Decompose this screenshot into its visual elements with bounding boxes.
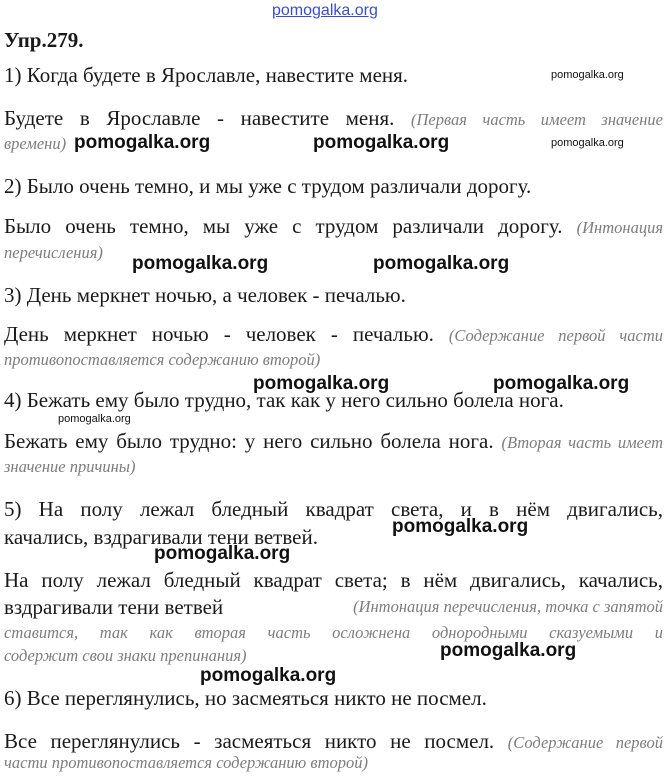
item-3-note-cont: противопоставляется содержанию второй) (4, 350, 321, 369)
item-3-answer-text: День меркнет ночью - человек - печалью. (4, 322, 434, 346)
watermark-big: pomogalka.org (154, 543, 291, 564)
item-3-original: 3) День меркнет ночью, а человек - печалью. (4, 283, 406, 307)
watermark-big: pomogalka.org (440, 640, 577, 661)
item-5-note-cont: ставится, так как вторая часть осложнена однородными сказуемыми и (4, 623, 663, 642)
item-2-answer-text: Было очень темно, мы уже с трудом различали дорогу. (4, 214, 563, 238)
item-2-original: 2) Было очень темно, и мы уже с трудом различали дорогу. (4, 174, 532, 198)
item-4-answer-text: Бежать ему было трудно: у него сильно болела нога. (4, 429, 494, 453)
item-6-answer-text: Все переглянулись - засмеяться никто не посмел. (4, 729, 495, 753)
item-5-note: (Интонация перечисления, точка с запятой (353, 597, 663, 616)
item-1-note: (Первая часть имеет значение (411, 110, 663, 129)
watermark-big: pomogalka.org (493, 373, 630, 394)
item-5-answer: На полу лежал бледный квадрат света; в нём двигались, качались, (4, 568, 663, 592)
site-header-link[interactable]: pomogalka.org (272, 2, 378, 19)
item-4-original: 4) Бежать ему было трудно, так как у него сильно болела нога. (4, 388, 564, 412)
watermark-big: pomogalka.org (200, 665, 337, 686)
watermark-big: pomogalka.org (392, 516, 529, 537)
item-1-answer (4, 105, 663, 133)
item-4-note-cont: значение причины) (4, 457, 136, 476)
watermark-small: pomogalka.org (551, 137, 624, 149)
item-5-original-cont: качались, вздрагивали тени ветвей. (4, 525, 318, 549)
item-6-note-cont: части противопоставляется содержанию второй) (4, 753, 369, 772)
exercise-title: Упр.279. (4, 28, 84, 52)
item-1-answer-text: Будете в Ярославле - навестите меня. (4, 106, 395, 130)
item-5-answer-cont (4, 594, 663, 620)
item-6-note: (Содержание первой (507, 733, 663, 752)
item-3-note: (Содержание первой части (448, 326, 664, 345)
item-4-answer (4, 428, 663, 456)
item-1-note-cont: времени) (4, 134, 67, 153)
item-3-answer (4, 321, 663, 349)
item-4-note: (Вторая часть имеет (501, 433, 663, 452)
watermark-big: pomogalka.org (253, 373, 390, 394)
watermark-big: pomogalka.org (313, 132, 450, 153)
watermark-small: pomogalka.org (58, 413, 131, 425)
item-1-original: 1) Когда будете в Ярославле, навестите меня. (4, 63, 409, 87)
watermark-small: pomogalka.org (551, 69, 624, 81)
item-2-answer (4, 213, 663, 241)
watermark-big: pomogalka.org (132, 253, 269, 274)
watermark-big: pomogalka.org (74, 132, 211, 153)
item-5-original: 5) На полу лежал бледный квадрат света, и в нём двигались, (4, 497, 663, 521)
item-5-note-end: содержит свои знаки препинания) (4, 646, 247, 665)
item-2-note-cont: перечисления) (4, 243, 103, 262)
item-6-original: 6) Все переглянулись, но засмеяться никто не посмел. (4, 686, 487, 710)
item-2-note: (Интонация (576, 218, 664, 237)
watermark-big: pomogalka.org (373, 253, 510, 274)
item-5-answer-text: вздрагивали тени ветвей (4, 595, 224, 619)
